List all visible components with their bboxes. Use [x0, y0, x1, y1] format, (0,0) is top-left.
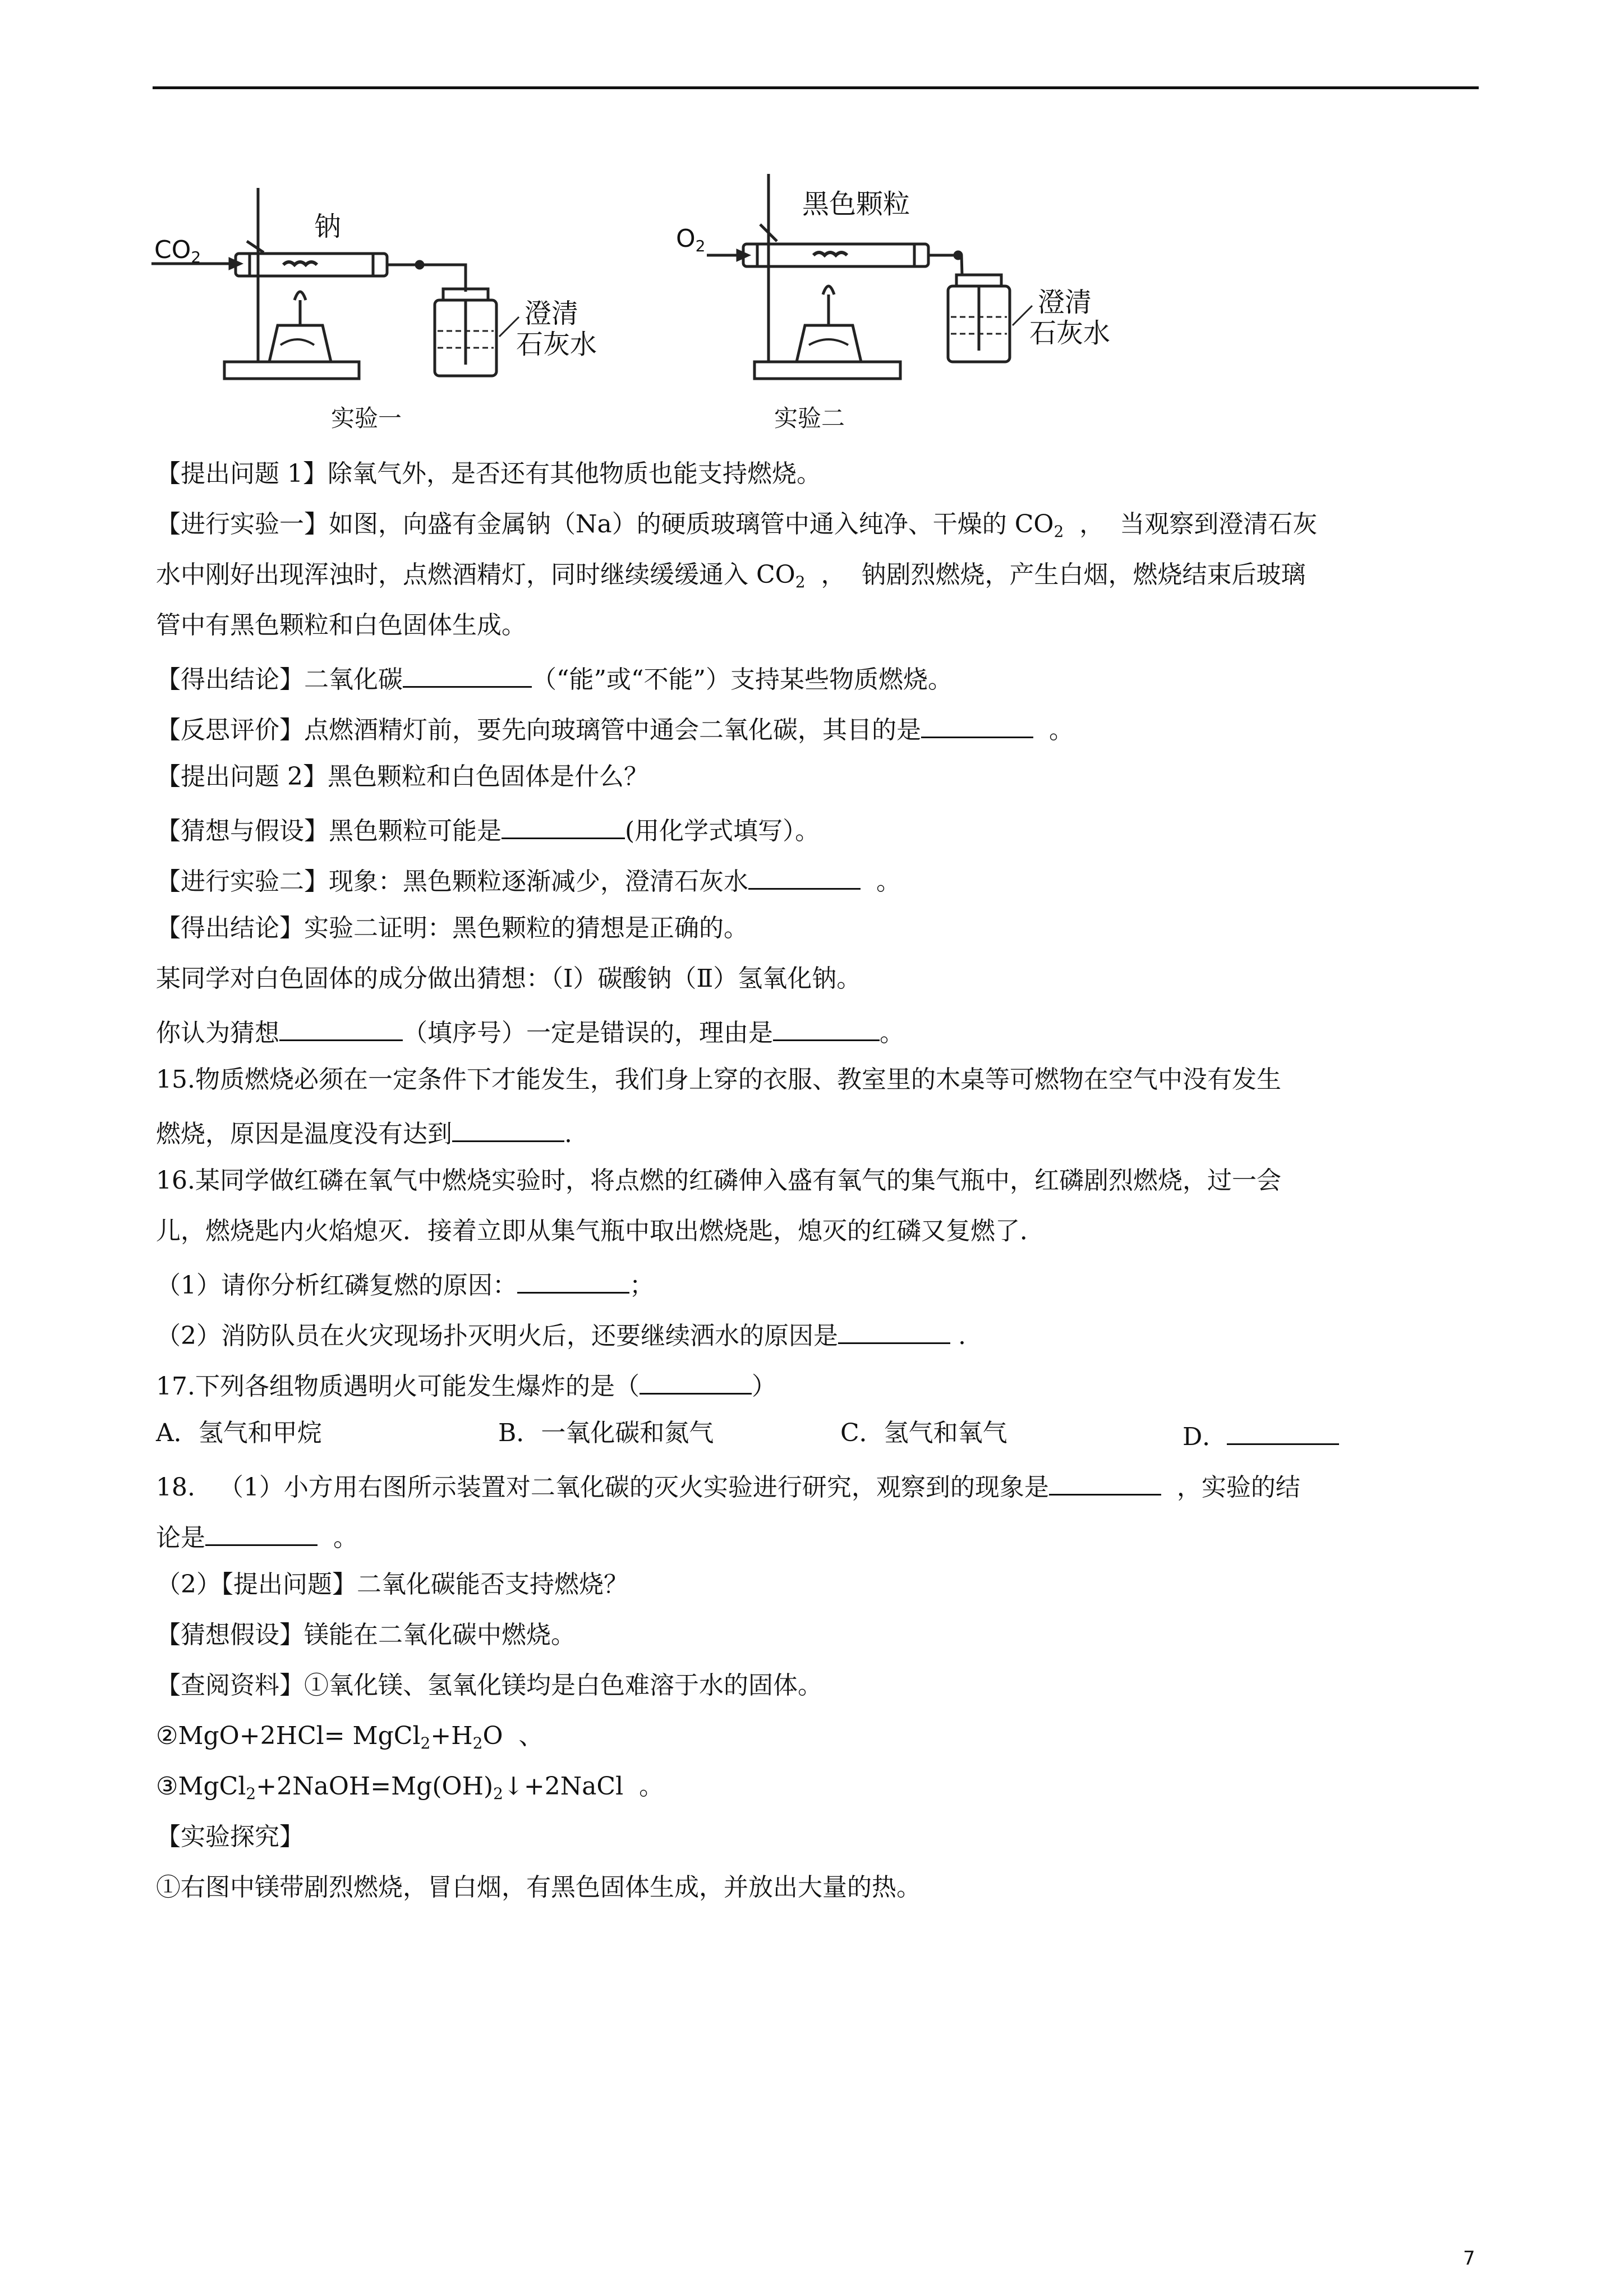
- answer-blank-5[interactable]: [279, 1013, 403, 1041]
- question2-line: 【提出问题 2】黑色颗粒和白色固体是什么？: [156, 762, 648, 791]
- option-a: A．氢气和甲烷: [156, 1419, 322, 1447]
- equation-1: ②MgO+2HCl= $MgCl_2+H_2O$ 、: [156, 1722, 544, 1752]
- gas-label-1: CO: [154, 236, 191, 264]
- option-d: D．: [1183, 1416, 1339, 1454]
- answer-blank-9[interactable]: [838, 1315, 950, 1344]
- caption-exp1: 实验一: [331, 404, 402, 432]
- svg-text:CO2: CO2: [154, 236, 201, 266]
- caption-exp2: 实验二: [774, 404, 845, 432]
- label-limewater-1a: 澄清: [525, 298, 579, 329]
- equation-2: $③MgCl_2+2NaOH=Mg(OH)_2↓+2NaCl$ 。: [156, 1772, 664, 1803]
- alcohol-lamp-2: [797, 325, 861, 362]
- answer-blank-13[interactable]: [205, 1517, 318, 1546]
- label-limewater-1b: 石灰水: [516, 329, 597, 360]
- q18-line2: 论是 。: [156, 1517, 358, 1555]
- svg-text:O2: O2: [676, 224, 706, 255]
- q15-line1: 15.物质燃烧必须在一定条件下才能发生，我们身上穿的衣服、教室里的木桌等可燃物在空气中没有发生: [156, 1065, 1281, 1094]
- apparatus-figure: [151, 168, 970, 449]
- option-c: C．氢气和氧气: [840, 1419, 1007, 1447]
- alcohol-lamp-1: [269, 325, 331, 362]
- flame-2: [823, 286, 834, 295]
- answer-blank-3[interactable]: [502, 811, 625, 839]
- flame-1: [295, 292, 306, 300]
- q15-line2: 燃烧，原因是温度没有达到 .: [156, 1114, 572, 1151]
- q17-line: 17.下列各组物质遇明火可能发生爆炸的是（ ）: [156, 1366, 776, 1404]
- exp2-line: 【进行实验二】现象：黑色颗粒逐渐减少，澄清石灰水 。: [156, 861, 901, 899]
- question1-line: 【提出问题 1】除氧气外，是否还有其他物质也能支持燃烧。: [156, 459, 821, 488]
- exp1-line3: 管中有黑色颗粒和白色固体生成。: [156, 611, 526, 639]
- hypothesis-line: 【猜想与假设】黑色颗粒可能是 (用化学式填写）。: [156, 811, 820, 848]
- q18-line1: 18. （1）小方用右图所示装置对二氧化碳的灭火实验进行研究，观察到的现象是 ，实验的结: [156, 1467, 1300, 1504]
- label-sodium: 钠: [314, 211, 342, 242]
- answer-blank-7[interactable]: [452, 1114, 564, 1142]
- inquiry-step1: ①右图中镁带剧烈燃烧，冒白烟，有黑色固体生成，并放出大量的热。: [156, 1873, 921, 1902]
- stand-base-2: [755, 362, 900, 379]
- gas-label-2: O: [676, 224, 696, 253]
- header-rule: [153, 86, 1479, 89]
- conclusion2-line: 【得出结论】实验二证明：黑色颗粒的猜想是正确的。: [156, 914, 748, 942]
- q16-line1: 16.某同学做红磷在氧气中燃烧实验时，将点燃的红磷伸入盛有氧气的集气瓶中，红磷剧烈燃烧，过一会: [156, 1166, 1281, 1195]
- black-particles: [813, 252, 847, 255]
- reflection-line: 【反思评价】点燃酒精灯前，要先向玻璃管中通会二氧化碳，其目的是 。: [156, 710, 1074, 747]
- answer-blank-6[interactable]: [773, 1013, 880, 1041]
- apparatus-diagram: [151, 168, 970, 449]
- apparatus-diagram-2b: [920, 247, 1234, 415]
- answer-blank-10[interactable]: [640, 1366, 752, 1395]
- opinion-line: 你认为猜想 （填序号）一定是错误的，理由是 。: [156, 1013, 904, 1050]
- answer-blank-1[interactable]: [403, 659, 532, 688]
- answer-blank-4[interactable]: [748, 861, 861, 890]
- guess-line: 某同学对白色固体的成分做出猜想：（Ⅰ）碳酸钠（Ⅱ）氢氧化钠。: [156, 964, 862, 993]
- q18-part2: （2）【提出问题】二氧化碳能否支持燃烧？: [156, 1570, 628, 1599]
- q18-hypothesis: 【猜想假设】镁能在二氧化碳中燃烧。: [156, 1621, 576, 1649]
- answer-blank-11[interactable]: [1227, 1416, 1339, 1445]
- exp1-line1: 【进行实验一】如图，向盛有金属钠（Na）的硬质玻璃管中通入纯净、干燥的 $CO_2$ ， 当观察到澄清石灰: [156, 510, 1318, 541]
- exp1-line2: 水中刚好出现浑浊时，点燃酒精灯，同时继续缓缓通入 $CO_2$ ， 钠剧烈燃烧，产生白烟，燃烧结束后玻璃: [156, 560, 1306, 591]
- q18-reference: 【查阅资料】①氧化镁、氢氧化镁均是白色难溶于水的固体。: [156, 1671, 822, 1700]
- answer-blank-2[interactable]: [921, 710, 1033, 738]
- q16-sub2: （2）消防队员在火灾现场扑灭明火后，还要继续洒水的原因是 .: [156, 1315, 966, 1353]
- conclusion1-line: 【得出结论】二氧化碳 （“能”或“不能”）支持某些物质燃烧。: [156, 659, 953, 697]
- label-limewater-2b: 石灰水: [1029, 318, 1111, 349]
- option-b: B．一氧化碳和氮气: [498, 1419, 714, 1447]
- q16-line2: 儿，燃烧匙内火焰熄灭．接着立即从集气瓶中取出燃烧匙，熄灭的红磷又复燃了．: [156, 1217, 1045, 1245]
- label-black-particles: 黑色颗粒: [802, 188, 910, 220]
- clamp-1: [247, 241, 264, 252]
- answer-blank-12[interactable]: [1049, 1467, 1161, 1496]
- answer-blank-8[interactable]: [517, 1265, 629, 1294]
- q16-sub1: （1）请你分析红磷复燃的原因： ；: [156, 1265, 654, 1303]
- sodium-sample: [283, 262, 317, 265]
- label-limewater-2a: 澄清: [1038, 287, 1092, 318]
- experiment-inquiry: 【实验探究】: [156, 1823, 304, 1851]
- page-number: 7: [1463, 2247, 1475, 2270]
- stand-base-1: [224, 362, 359, 379]
